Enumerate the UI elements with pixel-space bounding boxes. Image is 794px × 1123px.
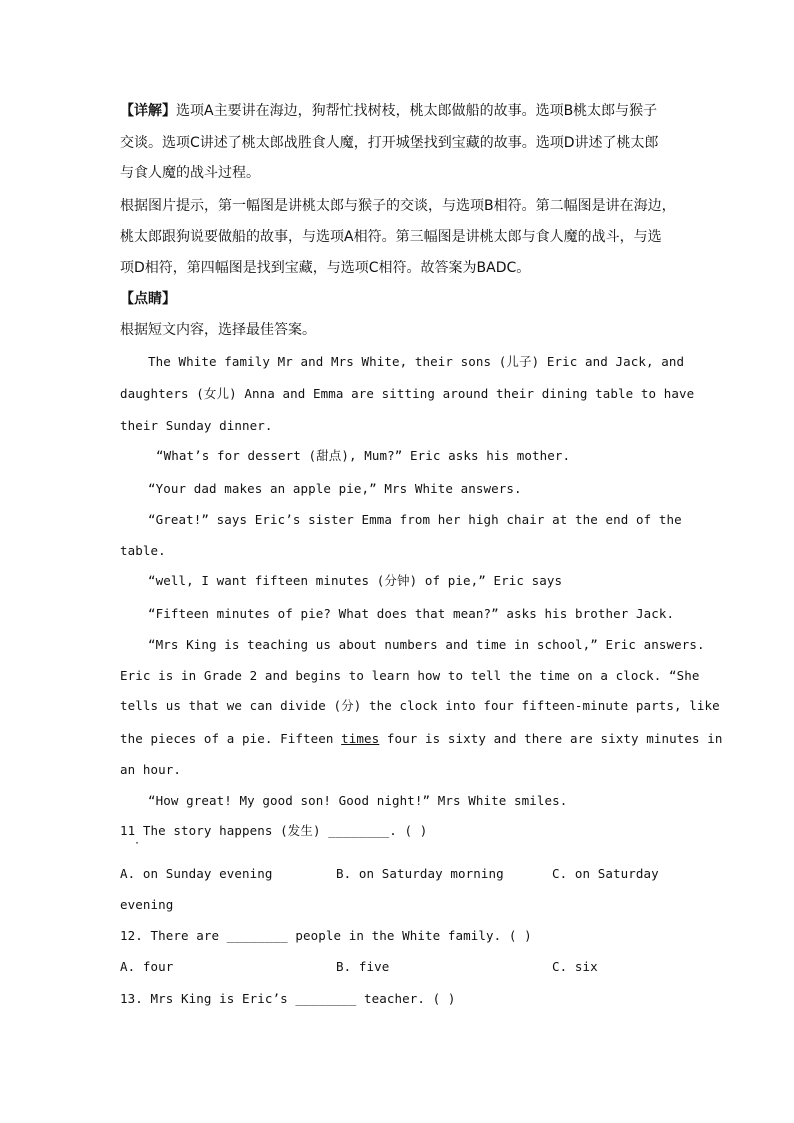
explanation-line-5: 桃太郎跟狗说要做船的故事，与选项A相符。第三幅图是讲桃太郎与食人魔的战斗，与选 bbox=[120, 229, 662, 245]
explanation-text: 选项A主要讲在海边，狗帮忙找树枝，桃太郎做船的故事。选项B桃太郎与猴子 bbox=[176, 103, 658, 119]
passage-p2: “What’s for dessert (甜点), Mum?” Eric asks his mother. bbox=[156, 448, 571, 463]
question-11-option-a: A. on Sunday evening bbox=[120, 866, 273, 881]
question-11-option-c: C. on Saturday bbox=[552, 866, 659, 881]
question-12-stem: 12. There are ________ people in the White family. ( ) bbox=[120, 928, 532, 943]
question-12-option-a: A. four bbox=[120, 959, 174, 974]
question-11-option-c-continued: evening bbox=[120, 897, 174, 912]
explanation-line-4: 根据图片提示，第一幅图是讲桃太郎与猴子的交谈，与选项B相符。第二幅图是讲在海边， bbox=[120, 198, 676, 214]
question-11-dot-mark: · bbox=[134, 838, 141, 849]
underlined-word-times: times bbox=[341, 731, 380, 746]
passage-p4-line-1: “Great!” says Eric’s sister Emma from her high chair at the end of the bbox=[148, 512, 682, 527]
question-13-stem: 13. Mrs King is Eric’s ________ teacher. ( ) bbox=[120, 991, 456, 1006]
passage-p1-line-2: daughters (女儿) Anna and Emma are sitting around their dining table to have bbox=[120, 386, 695, 401]
passage-p7-line-4 bbox=[120, 729, 722, 749]
passage-p5: “well, I want fifteen minutes (分钟) of pie,” Eric says bbox=[148, 573, 563, 588]
passage-p7-line-3: tells us that we can divide (分) the clock into four fifteen-minute parts, like bbox=[120, 698, 720, 713]
question-11-option-b: B. on Saturday morning bbox=[336, 866, 504, 881]
passage-p7-line-1: “Mrs King is teaching us about numbers and time in school,” Eric answers. bbox=[148, 637, 705, 652]
explanation-line-2: 交谈。选项C讲述了桃太郎战胜食人魔，打开城堡找到宝藏的故事。选项D讲述了桃太郎 bbox=[120, 135, 659, 151]
passage-p7-line-4-post: four is sixty and there are sixty minutes in bbox=[379, 731, 723, 746]
dianjing-heading: 【点睛】 bbox=[120, 291, 176, 307]
question-11-stem: 11 The story happens (发生) ________. ( ) bbox=[120, 823, 428, 838]
passage-p1-line-1: The White family Mr and Mrs White, their sons (儿子) Eric and Jack, and bbox=[148, 354, 685, 369]
passage-p7-line-4-pre: the pieces of a pie. Fifteen bbox=[120, 731, 342, 746]
explanation-line-3: 与食人魔的战斗过程。 bbox=[120, 165, 260, 181]
question-12-option-b: B. five bbox=[336, 959, 390, 974]
passage-p6: “Fifteen minutes of pie? What does that mean?” asks his brother Jack. bbox=[148, 606, 675, 621]
passage-p3: “Your dad makes an apple pie,” Mrs White answers. bbox=[148, 481, 522, 496]
question-12-option-c: C. six bbox=[552, 959, 598, 974]
explanation-line-1 bbox=[120, 101, 657, 121]
passage-p7-line-2: Eric is in Grade 2 and begins to learn how to tell the time on a clock. “She bbox=[120, 668, 700, 683]
passage-p7-line-5: an hour. bbox=[120, 762, 182, 777]
dianjing-instruction: 根据短文内容，选择最佳答案。 bbox=[120, 322, 316, 338]
passage-p8: “How great! My good son! Good night!” Mrs White smiles. bbox=[148, 793, 568, 808]
explanation-heading: 【详解】 bbox=[120, 103, 176, 119]
passage-p1-line-3: their Sunday dinner. bbox=[120, 418, 273, 433]
explanation-line-6: 项D相符，第四幅图是找到宝藏，与选项C相符。故答案为BADC。 bbox=[120, 260, 531, 276]
passage-p4-line-2: table. bbox=[120, 543, 166, 558]
